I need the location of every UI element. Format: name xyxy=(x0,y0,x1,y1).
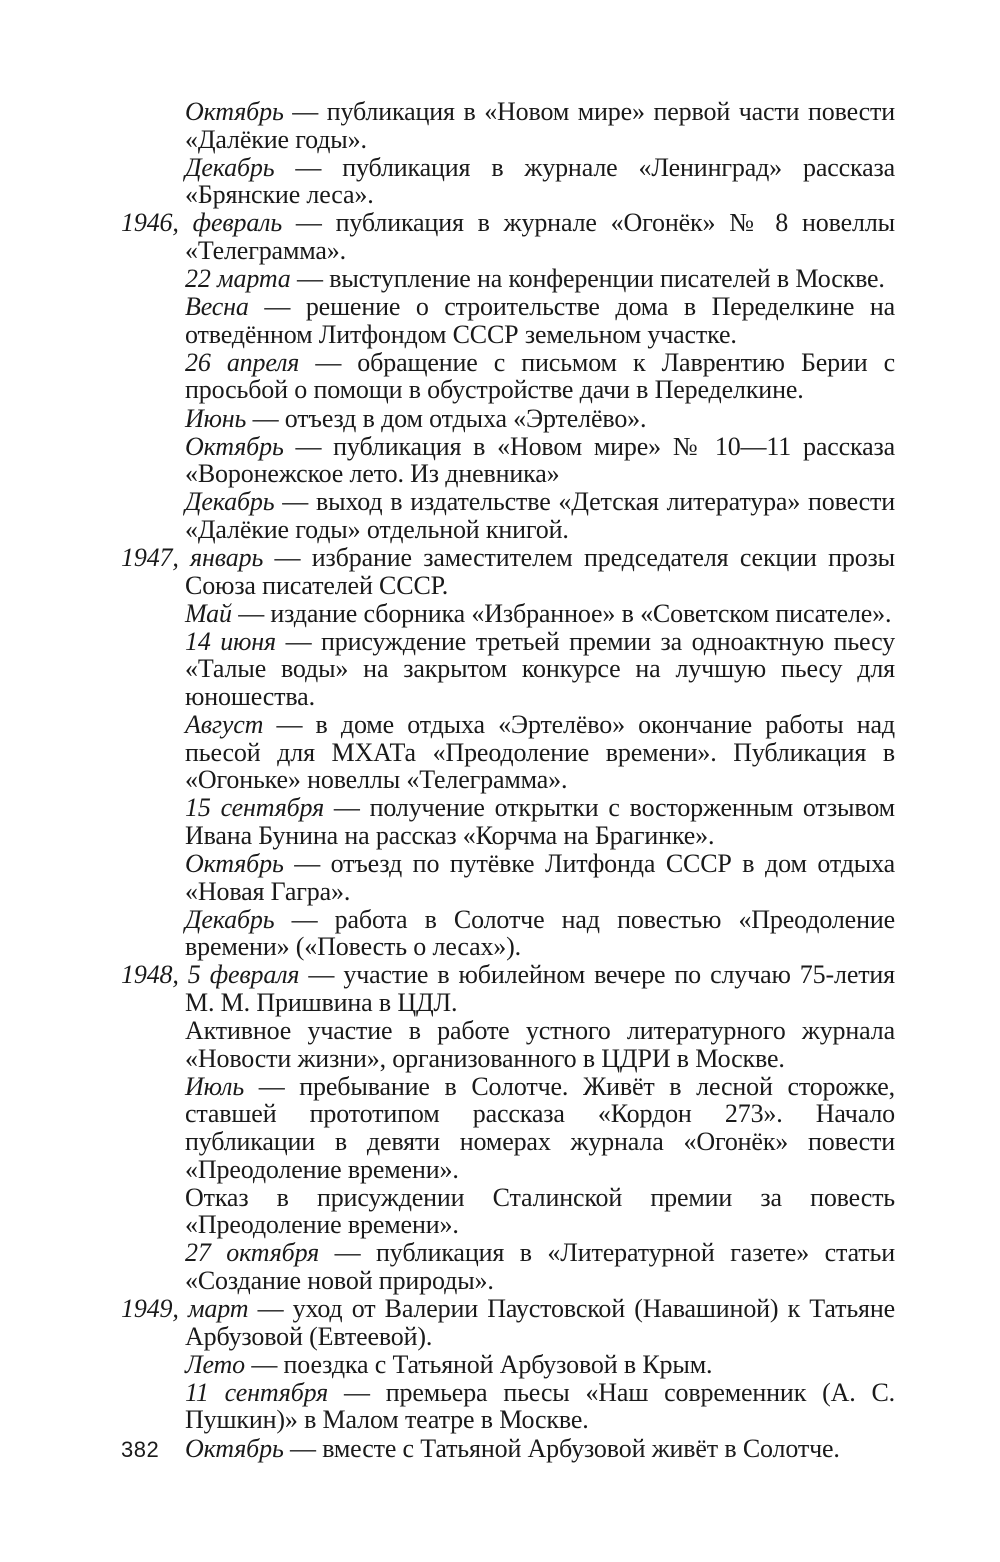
entry-text: — получение открытки с восторженным отзывом Ивана Бунина на рассказ «Корчма на Брагинке». xyxy=(185,793,895,850)
chronology-entry xyxy=(121,628,895,711)
entry-text: — отъезд по путёвке Литфонда СССР в дом отдыха «Новая Гагра». xyxy=(185,849,895,906)
entry-text: — издание сборника «Избранное» в «Советском писателе». xyxy=(231,598,892,628)
chronology-year-entry xyxy=(121,209,895,264)
entry-text: Отказ в присуждении Сталинской премии за повесть «Преодоление времени». xyxy=(185,1182,895,1240)
entry-text: — публикация в журнале «Ленинград» рассказа «Брянские леса». xyxy=(185,152,895,210)
entry-date: Декабрь xyxy=(185,152,275,182)
entry-date: Октябрь xyxy=(185,97,284,126)
entry-date: Май xyxy=(185,598,232,628)
entry-text: — избрание заместителем председателя секции прозы Союза писателей СССР. xyxy=(185,543,896,600)
chronology-entry xyxy=(121,433,895,488)
entry-text: — в доме отдыха «Эртелёво» окончание работы над пьесой для МХАТа «Преодоление времени». Публикация в «Огоньке» новеллы «Телеграмма». xyxy=(185,710,895,795)
entry-text: — премьера пьесы «Наш современник (А. С. Пушкин)» в Малом театре в Москве. xyxy=(185,1377,896,1435)
entry-date: 15 сентября xyxy=(185,793,325,823)
entry-date: Лето xyxy=(185,1349,245,1379)
entry-date: 26 апреля xyxy=(185,347,300,377)
chronology-entry xyxy=(121,794,895,849)
entry-text: — выступление на конференции писателей в Москве. xyxy=(290,264,885,294)
entry-text: — публикация в журнале «Огонёк» № 8 новеллы «Телеграмма». xyxy=(185,208,895,265)
chronology-entry xyxy=(121,349,895,404)
entry-date: Октябрь xyxy=(185,849,284,879)
chronology-entry xyxy=(121,265,895,293)
entry-text: — обращение с письмом к Лаврентию Берии с просьбой о помощи в обустройстве дачи в Переделкине. xyxy=(185,347,895,405)
entry-text: — работа в Солотче над повестью «Преодоление времени» («Повесть о лесах»). xyxy=(185,904,895,962)
chronology-entry xyxy=(121,1017,895,1072)
chronology-entry xyxy=(121,1435,895,1463)
chronology-page xyxy=(121,98,895,1463)
chronology-entry xyxy=(121,1379,895,1434)
chronology-entry xyxy=(121,1239,895,1294)
entry-text: — решение о строительстве дома в Переделкине на отведённом Литфондом СССР земельном участке. xyxy=(185,292,895,349)
chronology-entry xyxy=(121,1351,895,1379)
entry-date: 22 марта xyxy=(185,264,291,294)
entry-text: — выход в издательстве «Детская литература» повести «Далёкие годы» отдельной книгой. xyxy=(185,487,895,544)
entry-date: 14 июня xyxy=(185,626,276,656)
chronology-entry xyxy=(121,293,895,348)
entry-text: — участие в юбилейном вечере по случаю 75-летия М. М. Пришвина в ЦДЛ. xyxy=(185,960,895,1017)
entry-text: — отъезд в дом отдыха «Эртелёво». xyxy=(246,403,647,433)
entry-text: — публикация в «Новом мире» первой части повести «Далёкие годы». xyxy=(185,97,895,154)
chronology-year-entry xyxy=(121,961,895,1016)
chronology-entry xyxy=(121,154,895,209)
entry-date: 1949, март xyxy=(121,1294,249,1324)
chronology-entry xyxy=(121,906,895,961)
chronology-entry xyxy=(121,98,895,153)
chronology-year-entry xyxy=(121,544,895,599)
chronology-entry xyxy=(121,488,895,543)
entry-date: Июль xyxy=(185,1071,245,1101)
entry-date: 27 октября xyxy=(185,1238,320,1268)
entry-text: — пребывание в Солотче. Живёт в лесной сторожке, ставшей прототипом рассказа «Кордон 273». Начало публикации в девяти номерах журнала «Огонёк» повести «Преодоление времени». xyxy=(185,1071,895,1184)
entry-date: 1946, февраль xyxy=(121,208,283,238)
chronology-entry xyxy=(121,1184,895,1239)
chronology-year-entry xyxy=(121,1295,895,1350)
entry-text: — уход от Валерии Паустовской (Навашиной) к Татьяне Арбузовой (Евтеевой). xyxy=(185,1294,895,1351)
entry-date: Октябрь xyxy=(185,1433,284,1463)
entry-text: — присуждение третьей премии за одноактную пьесу «Талые воды» на закрытом конкурсе на лучшую пьесу для юношества. xyxy=(185,626,895,711)
entry-date: 11 сентября xyxy=(185,1377,329,1407)
chronology-entry xyxy=(121,711,895,794)
chronology-entry xyxy=(121,1073,895,1183)
entry-date: Июнь xyxy=(185,403,247,433)
entry-date: Октябрь xyxy=(185,431,284,461)
entry-text: — публикация в «Литературной газете» статьи «Создание новой природы». xyxy=(185,1238,895,1295)
entry-date: Декабрь xyxy=(185,904,275,934)
chronology-entry xyxy=(121,600,895,628)
page-number: 382 xyxy=(121,1437,160,1462)
entry-date: Весна xyxy=(185,292,249,322)
entry-text: — вместе с Татьяной Арбузовой живёт в Солотче. xyxy=(283,1433,840,1463)
entry-date: Август xyxy=(185,710,264,740)
entry-text: Активное участие в работе устного литературного журнала «Новости жизни», организованного в ЦДРИ в Москве. xyxy=(185,1016,895,1073)
entry-date: 1948, 5 февраля xyxy=(121,960,300,990)
entry-text: — поездка с Татьяной Арбузовой в Крым. xyxy=(244,1349,713,1379)
entry-text: — публикация в «Новом мире» № 10—11 рассказа «Воронежское лето. Из дневника» xyxy=(185,431,895,489)
entry-date: Декабрь xyxy=(185,487,275,517)
entry-date: 1947, январь xyxy=(121,543,264,572)
chronology-entry xyxy=(121,850,895,905)
chronology-entry xyxy=(121,405,895,433)
